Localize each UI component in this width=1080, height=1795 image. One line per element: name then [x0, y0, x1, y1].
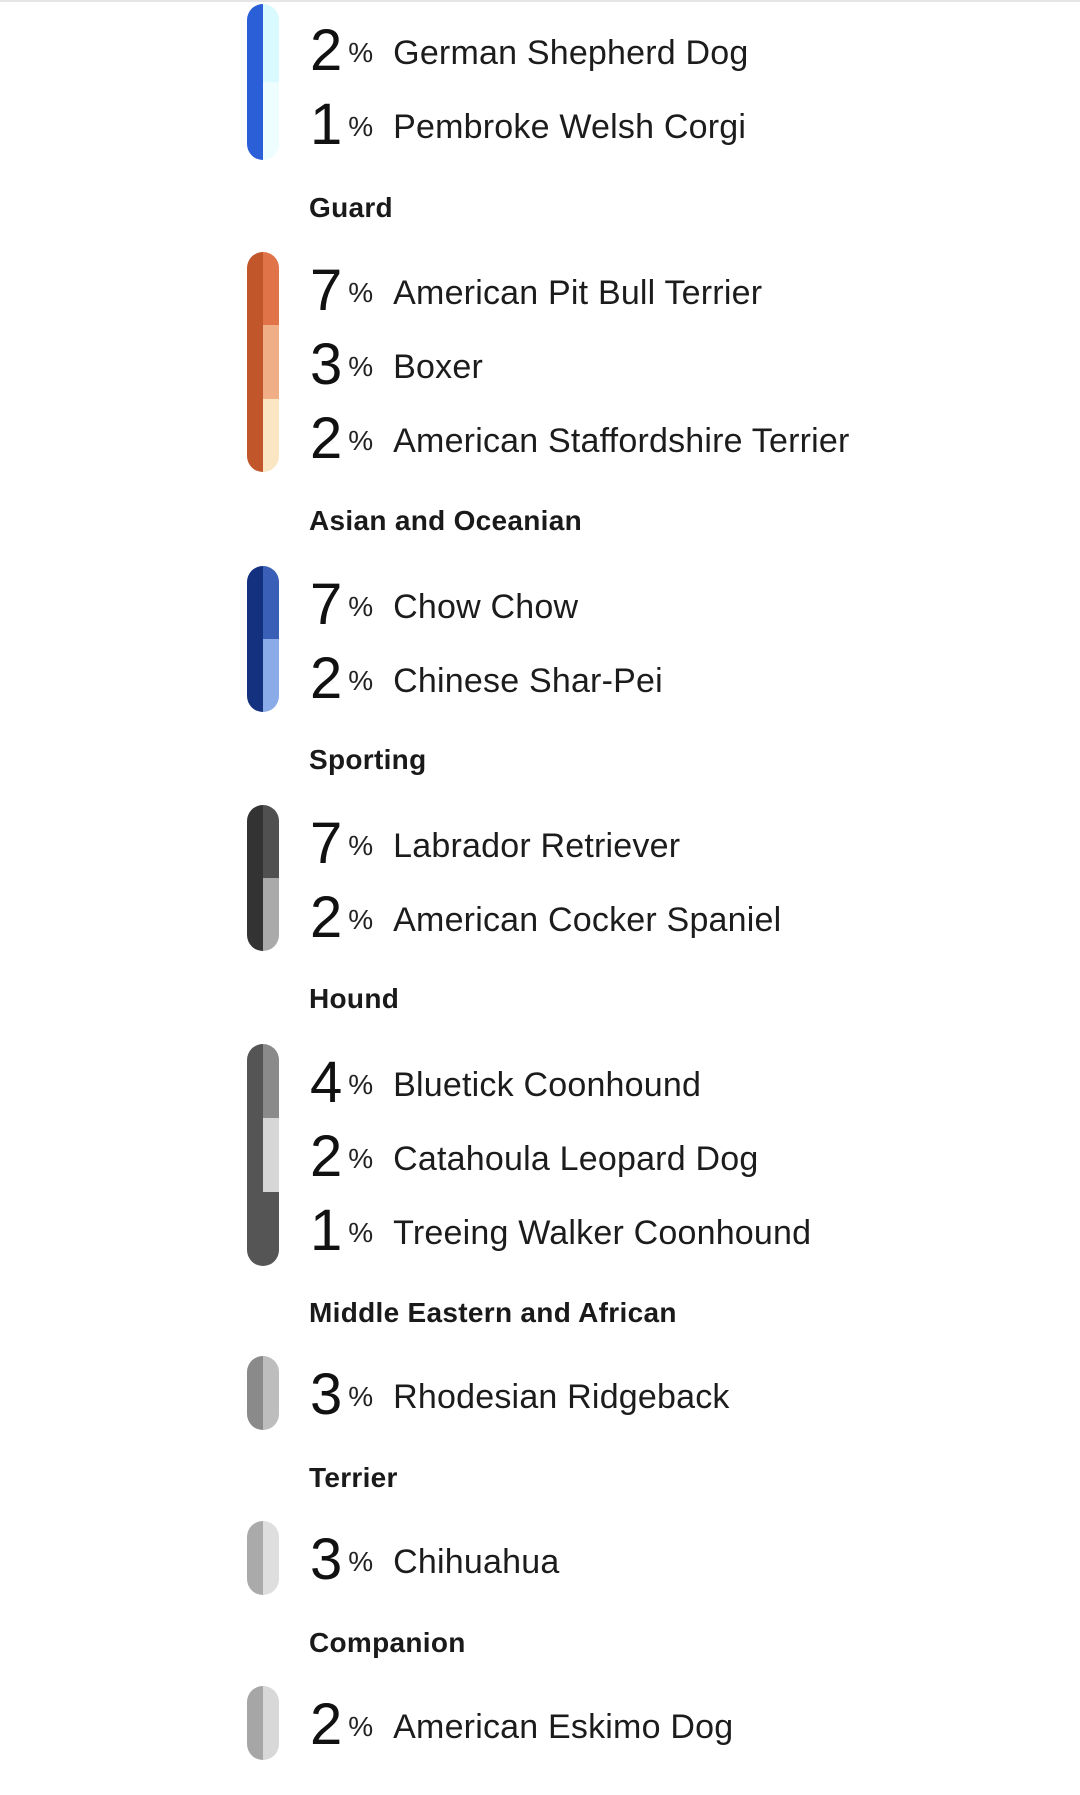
- breed-row[interactable]: [310, 1046, 701, 1120]
- bar-segment-german-shepherd-dog: [263, 4, 279, 82]
- top-divider: [0, 0, 1080, 2]
- bar-segment-catahoula-leopard-dog: [263, 1118, 279, 1192]
- bar-segment-labrador-retriever: [263, 805, 279, 878]
- bar-segment-boxer: [263, 325, 279, 398]
- percent-sign: %: [348, 1217, 374, 1248]
- breed-percent: 2: [310, 406, 343, 471]
- breed-percent: 3: [310, 1362, 343, 1427]
- breed-percent: 3: [310, 332, 343, 397]
- ancestry-bar-sporting: [247, 805, 279, 951]
- bar-group-segment: [247, 805, 263, 951]
- breed-row[interactable]: [310, 402, 850, 476]
- bar-group-segment: [247, 566, 263, 712]
- percent-sign: %: [348, 37, 374, 68]
- bar-breed-colors: [263, 805, 279, 951]
- group-heading-hound: Hound: [309, 983, 400, 1014]
- breed-percent: 1: [310, 92, 343, 157]
- group-heading-middle-eastern-and-african: Middle Eastern and African: [309, 1297, 677, 1328]
- breed-name: Rhodesian Ridgeback: [393, 1377, 730, 1416]
- bar-group-color: [247, 1686, 263, 1760]
- breed-name: American Staffordshire Terrier: [393, 421, 850, 460]
- bar-group-segment: [247, 1044, 263, 1266]
- breed-name: Chihuahua: [393, 1542, 560, 1581]
- breed-row[interactable]: [310, 1358, 730, 1432]
- breed-percent: 1: [310, 1198, 343, 1263]
- breed-percent: 2: [310, 646, 343, 711]
- bar-group-segment: [247, 1356, 263, 1430]
- bar-breed-colors: [263, 1686, 279, 1760]
- bar-group-color: [247, 1521, 263, 1595]
- breed-name: American Cocker Spaniel: [393, 900, 782, 939]
- ancestry-bar-middle-eastern-and-african: [247, 1356, 279, 1430]
- ancestry-bar-terrier: [247, 1521, 279, 1595]
- breed-row[interactable]: [310, 14, 749, 88]
- percent-sign: %: [348, 425, 374, 456]
- percent-sign: %: [348, 1546, 374, 1577]
- breed-name: Chinese Shar-Pei: [393, 661, 663, 700]
- ancestry-bar-guard: [247, 252, 279, 472]
- percent-sign: %: [348, 111, 374, 142]
- group-heading-asian-and-oceanian: Asian and Oceanian: [309, 505, 583, 536]
- ancestry-bar-companion: [247, 1686, 279, 1760]
- bar-segment-rhodesian-ridgeback: [263, 1356, 279, 1430]
- breed-row[interactable]: [310, 807, 680, 881]
- breed-row[interactable]: [310, 642, 663, 716]
- bar-breed-colors: [263, 1044, 279, 1266]
- bar-group-color: [247, 4, 263, 160]
- breed-name: Labrador Retriever: [393, 826, 681, 865]
- breed-name: Boxer: [393, 347, 483, 386]
- breed-percent: 7: [310, 811, 343, 876]
- bar-group-color: [247, 1044, 263, 1266]
- breed-row[interactable]: [310, 568, 578, 642]
- group-heading-companion: Companion: [309, 1627, 466, 1658]
- bar-segment-american-eskimo-dog: [263, 1686, 279, 1760]
- breed-name: Treeing Walker Coonhound: [393, 1213, 812, 1252]
- bar-group-color: [247, 1356, 263, 1430]
- percent-sign: %: [348, 351, 374, 382]
- breed-percent: 2: [310, 1124, 343, 1189]
- breed-row[interactable]: [310, 1523, 559, 1597]
- percent-sign: %: [348, 1143, 374, 1174]
- bar-segment-chinese-shar-pei: [263, 639, 279, 712]
- bar-group-color: [247, 566, 263, 712]
- breed-row[interactable]: [310, 1688, 733, 1762]
- breed-name: American Pit Bull Terrier: [393, 273, 763, 312]
- group-heading-terrier: Terrier: [309, 1462, 398, 1493]
- breed-row[interactable]: [310, 881, 781, 955]
- percent-sign: %: [348, 591, 374, 622]
- breed-name: Catahoula Leopard Dog: [393, 1139, 759, 1178]
- bar-group-color: [247, 252, 263, 472]
- percent-sign: %: [348, 665, 374, 696]
- bar-segment-pembroke-welsh-corgi: [263, 82, 279, 160]
- breed-row[interactable]: [310, 254, 762, 328]
- breed-percent: 4: [310, 1050, 343, 1115]
- breed-percent: 2: [310, 1692, 343, 1757]
- bar-group-segment: [247, 1686, 263, 1760]
- bar-breed-colors: [263, 1356, 279, 1430]
- breed-percent: 2: [310, 885, 343, 950]
- ancestry-bar-asian-and-oceanian: [247, 566, 279, 712]
- bar-group-color: [247, 805, 263, 951]
- breed-name: American Eskimo Dog: [393, 1707, 734, 1746]
- percent-sign: %: [348, 277, 374, 308]
- percent-sign: %: [348, 904, 374, 935]
- bar-breed-colors: [263, 4, 279, 160]
- bar-breed-colors: [263, 1521, 279, 1595]
- breed-name: Chow Chow: [393, 587, 579, 626]
- breed-row[interactable]: [310, 88, 746, 162]
- bar-breed-colors: [263, 252, 279, 472]
- bar-breed-colors: [263, 566, 279, 712]
- breed-percent: 2: [310, 18, 343, 83]
- percent-sign: %: [348, 1711, 374, 1742]
- breed-row[interactable]: [310, 1194, 811, 1268]
- breed-name: Bluetick Coonhound: [393, 1065, 702, 1104]
- breed-percent: 7: [310, 258, 343, 323]
- bar-segment-american-staffordshire-terrier: [263, 399, 279, 472]
- percent-sign: %: [348, 1381, 374, 1412]
- breed-name: Pembroke Welsh Corgi: [393, 107, 747, 146]
- ancestry-bar-herding: [247, 4, 279, 160]
- breed-percent: 7: [310, 572, 343, 637]
- bar-segment-american-cocker-spaniel: [263, 878, 279, 951]
- breed-percent: 3: [310, 1527, 343, 1592]
- group-heading-sporting: Sporting: [309, 744, 427, 775]
- bar-segment-bluetick-coonhound: [263, 1044, 279, 1118]
- bar-segment-chow-chow: [263, 566, 279, 639]
- breed-name: German Shepherd Dog: [393, 33, 749, 72]
- breed-row[interactable]: [310, 1120, 758, 1194]
- bar-segment-chihuahua: [263, 1521, 279, 1595]
- breed-row[interactable]: [310, 328, 483, 402]
- bar-segment-american-pit-bull-terrier: [263, 252, 279, 325]
- ancestry-bar-hound: [247, 1044, 279, 1266]
- bar-group-segment: [247, 4, 263, 160]
- bar-segment-treeing-walker-coonhound: [263, 1192, 279, 1266]
- bar-group-segment: [247, 252, 263, 472]
- percent-sign: %: [348, 1069, 374, 1100]
- percent-sign: %: [348, 830, 374, 861]
- group-heading-guard: Guard: [309, 192, 393, 223]
- bar-group-segment: [247, 1521, 263, 1595]
